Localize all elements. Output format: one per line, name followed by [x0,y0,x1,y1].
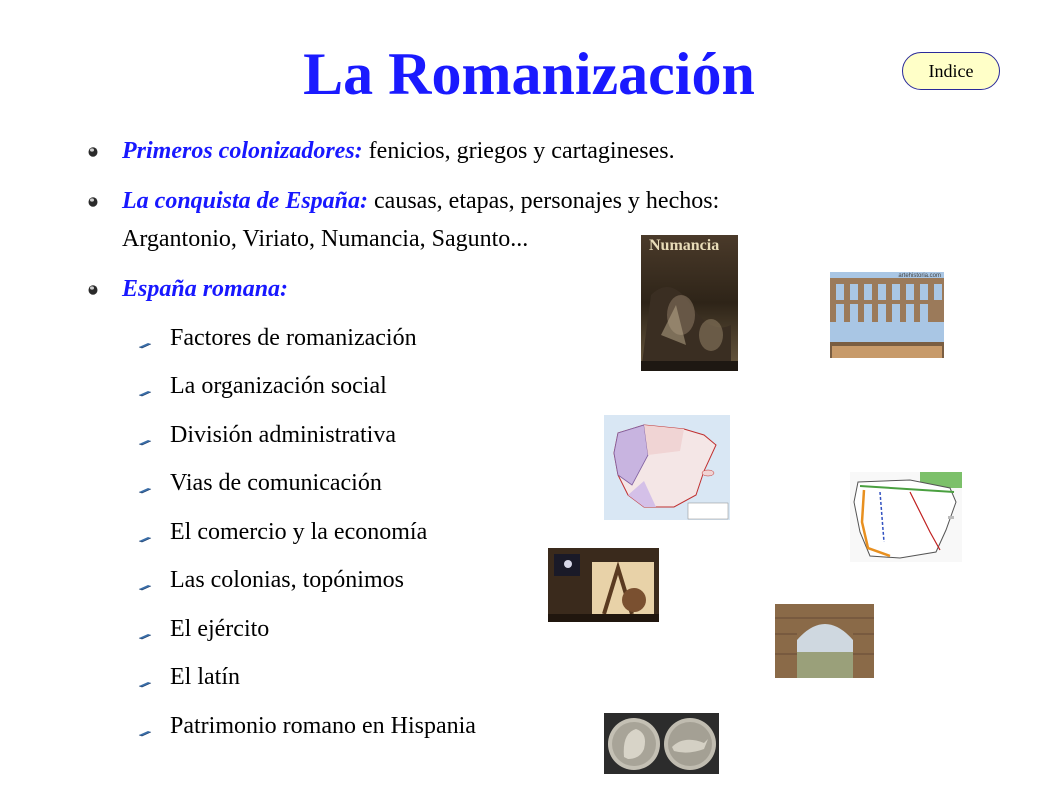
arrow-bullet-icon [138,389,152,397]
numancia-caption: Numancia [649,237,720,254]
numancia-painting-image[interactable] [641,235,738,371]
subitem-9[interactable]: Patrimonio romano en Hispania [170,713,476,739]
roman-arch-image[interactable] [775,604,874,678]
roman-coins-image[interactable] [604,713,719,774]
bullet-item-espana-romana [122,274,288,304]
aqueduct-image[interactable] [830,272,944,358]
bullet-item-colonizadores [122,136,675,166]
arrow-bullet-icon [138,341,152,349]
arrow-bullet-icon [138,583,152,591]
bullet-text-line2: Argantonio, Viriato, Numancia, Sagunto... [122,226,529,252]
roman-artifacts-image[interactable] [548,548,659,622]
subitem-7[interactable]: El ejército [170,616,270,642]
administrative-map-image[interactable] [604,415,730,520]
subitem-5[interactable]: El comercio y la economía [170,519,428,545]
subitem-6[interactable]: Las colonias, topónimos [170,567,404,593]
arrow-bullet-icon [138,632,152,640]
bullet-item-conquista [122,186,719,216]
subitem-8[interactable]: El latín [170,664,240,690]
arrow-bullet-icon [138,486,152,494]
page-title: La Romanización [303,41,755,107]
bullet-heading[interactable]: España romana: [122,276,289,302]
bullet-text: fenicios, griegos y cartagineses. [362,138,675,164]
aqueduct-watermark: artehistoria.com [898,273,941,279]
subitem-4[interactable]: Vias de comunicación [170,470,382,496]
bullet-icon [88,284,98,295]
arrow-bullet-icon [138,535,152,543]
subitem-3[interactable]: División administrativa [170,422,396,448]
bullet-text: causas, etapas, personajes y hechos: [368,188,720,214]
roads-map-image[interactable] [850,472,962,562]
bullet-heading[interactable]: Primeros colonizadores: [122,138,363,164]
arrow-bullet-icon [138,680,152,688]
arrow-bullet-icon [138,729,152,737]
bullet-icon [88,196,98,207]
bullet-icon [88,146,98,157]
bullet-heading[interactable]: La conquista de España: [122,188,369,214]
subitem-2[interactable]: La organización social [170,373,387,399]
subitem-1[interactable]: Factores de romanización [170,325,417,351]
arrow-bullet-icon [138,438,152,446]
indice-button[interactable]: Indice [902,52,1000,90]
